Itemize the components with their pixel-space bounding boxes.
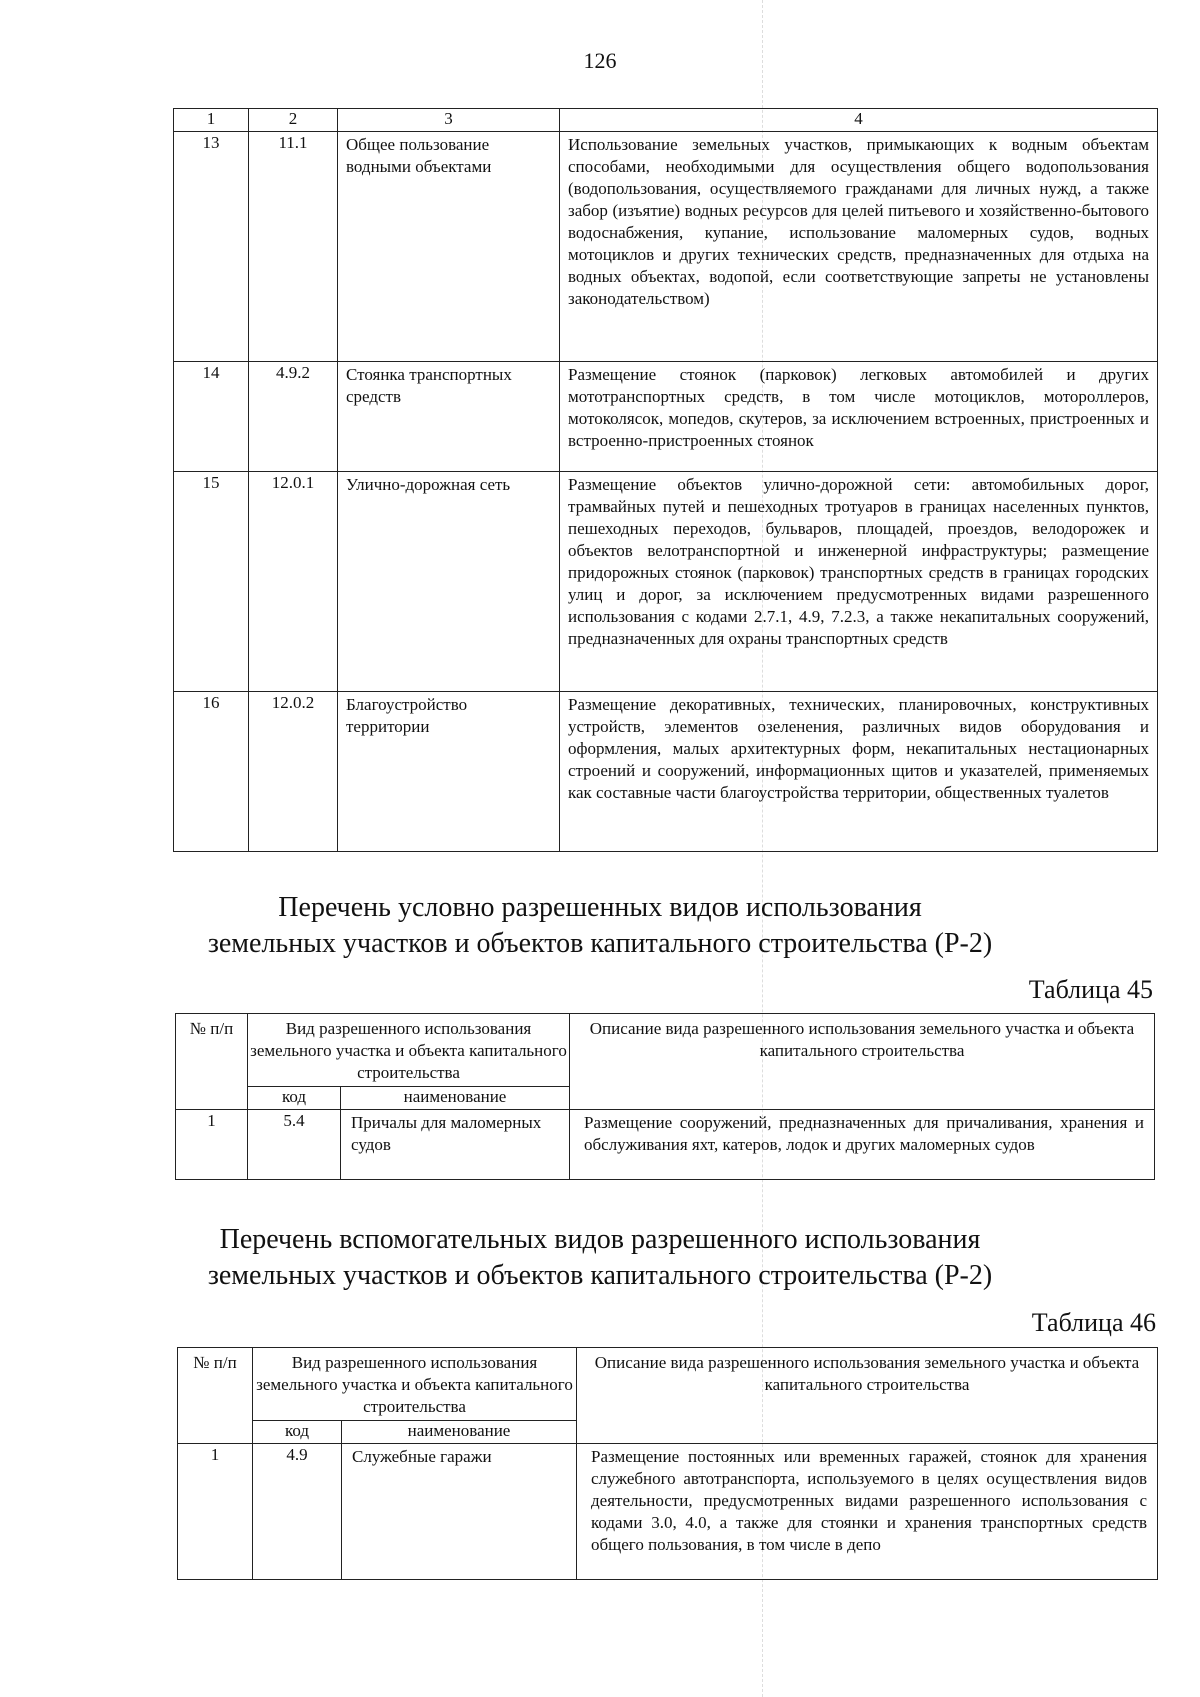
header-use-kind: Вид разрешенного использования земельного участка и объекта капитального строительства bbox=[253, 1348, 577, 1421]
permitted-uses-table-continued bbox=[173, 108, 1158, 852]
row-code: 11.1 bbox=[249, 132, 338, 362]
table-row bbox=[174, 692, 1158, 852]
row-code: 5.4 bbox=[248, 1110, 341, 1180]
row-description: Размещение декоративных, технических, планировочных, конструктивных устройств, элементов озеленения, различных видов оборудования и оформления, малых архитектурных форм, некапитальных нестационарных строений и сооружений, информационных щитов и указателей, применяемых как составные части благоустройства территории, общественных туалетов bbox=[560, 692, 1158, 852]
row-name: Благоустройство территории bbox=[338, 692, 560, 852]
row-name: Служебные гаражи bbox=[342, 1444, 577, 1580]
row-number: 1 bbox=[176, 1110, 248, 1180]
row-name: Причалы для маломерных судов bbox=[341, 1110, 570, 1180]
row-number: 15 bbox=[174, 472, 249, 692]
table-row bbox=[174, 132, 1158, 362]
row-code: 12.0.2 bbox=[249, 692, 338, 852]
header-code: код bbox=[248, 1087, 341, 1110]
table-row bbox=[176, 1110, 1155, 1180]
header-code: код bbox=[253, 1421, 342, 1444]
row-description: Размещение стоянок (парковок) легковых автомобилей и других мототранспортных средств, в том числе мотоциклов, мотороллеров, мотоколясок, мопедов, скутеров, за исключением встроенных, пристроенных и встроенно-пристроенных стоянок bbox=[560, 362, 1158, 472]
row-number: 13 bbox=[174, 132, 249, 362]
header-number: № п/п bbox=[176, 1014, 248, 1110]
section-title-line: земельных участков и объектов капитального строительства (Р-2) bbox=[207, 928, 993, 959]
section-title-line: Перечень вспомогательных видов разрешенного использования bbox=[219, 1224, 981, 1255]
table-label-46: Таблица 46 bbox=[1031, 1308, 1156, 1337]
header-description: Описание вида разрешенного использования земельного участка и объекта капитального строительства bbox=[570, 1014, 1155, 1110]
row-number: 1 bbox=[178, 1444, 253, 1580]
row-description: Использование земельных участков, примыкающих к водным объектам способами, необходимыми для осуществления общего водопользования (водопользования, осуществляемого гражданами для личных нужд, а также забор (изъятие) водных ресурсов для целей питьевого и хозяйственно-бытового водоснабжения, купание, использование маломерных судов, водных мотоциклов и других технических средств, предназначенных для отдыха на водных объектах, водопой, если соответствующие запреты не установлены законодательством) bbox=[560, 132, 1158, 362]
column-number-3: 3 bbox=[338, 109, 560, 132]
section-title-auxiliary-uses bbox=[150, 1222, 1050, 1294]
row-code: 4.9.2 bbox=[249, 362, 338, 472]
row-code: 4.9 bbox=[253, 1444, 342, 1580]
table-row bbox=[174, 362, 1158, 472]
column-number-row bbox=[174, 109, 1158, 132]
column-number-2: 2 bbox=[249, 109, 338, 132]
table-header-row bbox=[178, 1348, 1158, 1421]
table-row bbox=[178, 1444, 1158, 1580]
row-name: Общее пользование водными объектами bbox=[338, 132, 560, 362]
row-number: 14 bbox=[174, 362, 249, 472]
row-name: Стоянка транспортных средств bbox=[338, 362, 560, 472]
header-description: Описание вида разрешенного использования земельного участка и объекта капитального строительства bbox=[577, 1348, 1158, 1444]
row-number: 16 bbox=[174, 692, 249, 852]
page-number: 126 bbox=[583, 48, 617, 73]
section-title-conditional-uses bbox=[150, 890, 1050, 962]
column-number-4: 4 bbox=[560, 109, 1158, 132]
header-name: наименование bbox=[341, 1087, 570, 1110]
conditional-uses-table bbox=[175, 1013, 1155, 1180]
section-title-line: земельных участков и объектов капитального строительства (Р-2) bbox=[207, 1260, 993, 1291]
table-row bbox=[174, 472, 1158, 692]
auxiliary-uses-table bbox=[177, 1347, 1158, 1580]
column-number-1: 1 bbox=[174, 109, 249, 132]
row-description: Размещение объектов улично-дорожной сети: автомобильных дорог, трамвайных путей и пешеходных тротуаров в границах населенных пунктов, пешеходных переходов, бульваров, площадей, проездов, велодорожек и объектов велотранспортной и инженерной инфраструктуры; размещение придорожных стоянок (парковок) транспортных средств в границах городских улиц и дорог, за исключением предусмотренных видами разрешенного использования с кодами 2.7.1, 4.9, 7.2.3, а также некапитальных сооружений, предназначенных для охраны транспортных средств bbox=[560, 472, 1158, 692]
row-description: Размещение постоянных или временных гаражей, стоянок для хранения служебного автотранспорта, используемого в целях осуществления видов деятельности, предусмотренных видами разрешенного использования с кодами 3.0, 4.0, а также для стоянки и хранения транспортных средств общего пользования, в том числе в депо bbox=[577, 1444, 1158, 1580]
row-name: Улично-дорожная сеть bbox=[338, 472, 560, 692]
header-number: № п/п bbox=[178, 1348, 253, 1444]
row-description: Размещение сооружений, предназначенных для причаливания, хранения и обслуживания яхт, катеров, лодок и других маломерных судов bbox=[570, 1110, 1155, 1180]
table-header-row bbox=[176, 1014, 1155, 1087]
section-title-line: Перечень условно разрешенных видов использования bbox=[278, 892, 922, 923]
table-label-45: Таблица 45 bbox=[1028, 975, 1153, 1004]
row-code: 12.0.1 bbox=[249, 472, 338, 692]
header-name: наименование bbox=[342, 1421, 577, 1444]
header-use-kind: Вид разрешенного использования земельного участка и объекта капитального строительства bbox=[248, 1014, 570, 1087]
